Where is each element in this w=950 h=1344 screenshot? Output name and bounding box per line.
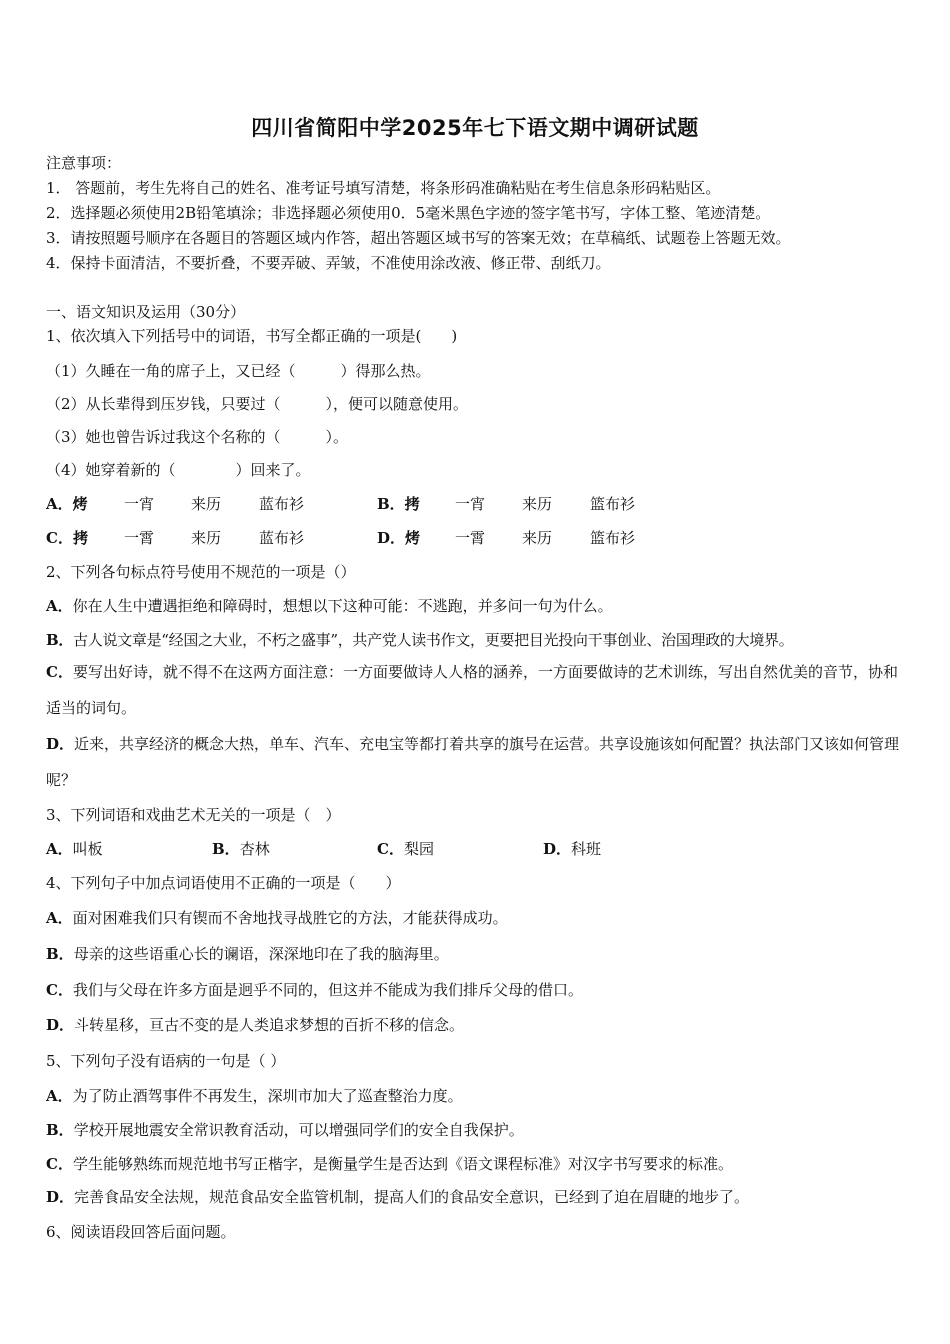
q1-option-a-word-4: 蓝布衫 bbox=[259, 495, 305, 513]
q4-option-b: B．母亲的这些语重心长的谰语，深深地印在了我的脑海里。 bbox=[46, 945, 449, 963]
q1-option-b-label: B．拷 bbox=[377, 495, 420, 513]
q1-option-a-label: A．烤 bbox=[46, 495, 88, 513]
q5-option-c: C．学生能够熟练而规范地书写正楷字，是衡量学生是否达到《语文课程标准》对汉字书写要求的标准。 bbox=[46, 1155, 733, 1173]
q1-option-c-label: C．拷 bbox=[46, 529, 88, 547]
notice-heading: 注意事项： bbox=[46, 154, 122, 172]
q1-option-c-word-4: 蓝布衫 bbox=[259, 529, 305, 547]
q1-sentence-1: （1）久睡在一角的席子上，又已经（ ）得那么热。 bbox=[46, 362, 431, 380]
page-title: 四川省简阳中学2025年七下语文期中调研试题 bbox=[251, 116, 699, 140]
q5-stem: 5、下列句子没有语病的一句是（ ） bbox=[46, 1052, 286, 1070]
q4-option-a: A．面对困难我们只有锲而不舍地找寻战胜它的方法，才能获得成功。 bbox=[46, 909, 508, 927]
q1-sentence-3: （3）她也曾告诉过我这个名称的（ ）。 bbox=[46, 428, 349, 446]
q2-option-d: D．近来，共享经济的概念大热，单车、汽车、充电宝等都打着共享的旗号在运营。共享设施该如何配置？执法部门又该如何管理呢？ bbox=[46, 735, 900, 789]
q1-option-b-word-4: 篮布衫 bbox=[590, 495, 636, 513]
q1-option-d-label: D．烤 bbox=[377, 529, 421, 547]
q6-stem: 6、阅读语段回答后面问题。 bbox=[46, 1223, 236, 1241]
q1-option-d-word-4: 篮布衫 bbox=[590, 529, 636, 547]
q1-option-a-word-3: 来历 bbox=[191, 495, 222, 513]
q1-option-b-word-2: 一宵 bbox=[455, 495, 486, 513]
q2-option-c: C．要写出好诗，就不得不在这两方面注意：一方面要做诗人人格的涵养，一方面要做诗的艺术训练，写出自然优美的音节，协和适当的词句。 bbox=[46, 663, 898, 717]
notice-item-2: 2．选择题必须使用2B铅笔填涂；非选择题必须使用0．5毫米黑色字迹的签字笔书写，字体工整、笔迹清楚。 bbox=[46, 204, 771, 222]
q3-stem: 3、下列词语和戏曲艺术无关的一项是（ ） bbox=[46, 806, 341, 824]
q5-option-a: A．为了防止酒驾事件不再发生，深圳市加大了巡查整治力度。 bbox=[46, 1087, 463, 1105]
q1-stem: 1、依次填入下列括号中的词语，书写全都正确的一项是( ) bbox=[46, 327, 458, 345]
q3-option-c: C．梨园 bbox=[377, 840, 434, 858]
q2-option-b: B．古人说文章是“经国之大业，不朽之盛事”，共产党人读书作文，更要把目光投向干事创业、治国理政的大境界。 bbox=[46, 631, 794, 649]
section-heading: 一、语文知识及运用（30分） bbox=[46, 303, 246, 321]
q4-stem: 4、下列句子中加点词语使用不正确的一项是（ ） bbox=[46, 874, 401, 892]
q1-option-b-word-3: 来历 bbox=[522, 495, 553, 513]
q1-option-a-word-2: 一宵 bbox=[124, 495, 155, 513]
notice-item-4: 4．保持卡面清洁，不要折叠，不要弄破、弄皱，不准使用涂改液、修正带、刮纸刀。 bbox=[46, 254, 611, 272]
q2-option-a: A．你在人生中遭遇拒绝和障碍时，想想以下这种可能：不逃跑，并多问一句为什么。 bbox=[46, 597, 613, 615]
q1-option-c-word-2: 一霄 bbox=[124, 529, 155, 547]
q5-option-b: B．学校开展地震安全常识教育活动，可以增强同学们的安全自我保护。 bbox=[46, 1121, 524, 1139]
q5-option-d: D．完善食品安全法规，规范食品安全监管机制，提高人们的食品安全意识，已经到了迫在眉睫的地步了。 bbox=[46, 1188, 750, 1206]
q4-option-c: C．我们与父母在许多方面是迥乎不同的，但这并不能成为我们排斥父母的借口。 bbox=[46, 981, 583, 999]
q3-option-b: B．杏林 bbox=[212, 840, 270, 858]
q1-sentence-4: （4）她穿着新的（ ）回来了。 bbox=[46, 461, 311, 479]
q4-option-d: D．斗转星移，亘古不变的是人类追求梦想的百折不移的信念。 bbox=[46, 1016, 465, 1034]
notice-item-1: 1． 答题前，考生先将自己的姓名、准考证号填写清楚，将条形码准确粘贴在考生信息条形码粘贴区。 bbox=[46, 179, 721, 197]
q1-sentence-2: （2）从长辈得到压岁钱，只要过（ ），便可以随意使用。 bbox=[46, 395, 469, 413]
q1-option-d-word-3: 来历 bbox=[522, 529, 553, 547]
notice-item-3: 3．请按照题号顺序在各题目的答题区域内作答，超出答题区域书写的答案无效；在草稿纸、试题卷上答题无效。 bbox=[46, 229, 791, 247]
q2-stem: 2、下列各句标点符号使用不规范的一项是（） bbox=[46, 563, 356, 581]
q1-option-d-word-2: 一霄 bbox=[455, 529, 486, 547]
q1-option-c-word-3: 来历 bbox=[191, 529, 222, 547]
q3-option-d: D．科班 bbox=[543, 840, 602, 858]
q3-option-a: A．叫板 bbox=[46, 840, 103, 858]
